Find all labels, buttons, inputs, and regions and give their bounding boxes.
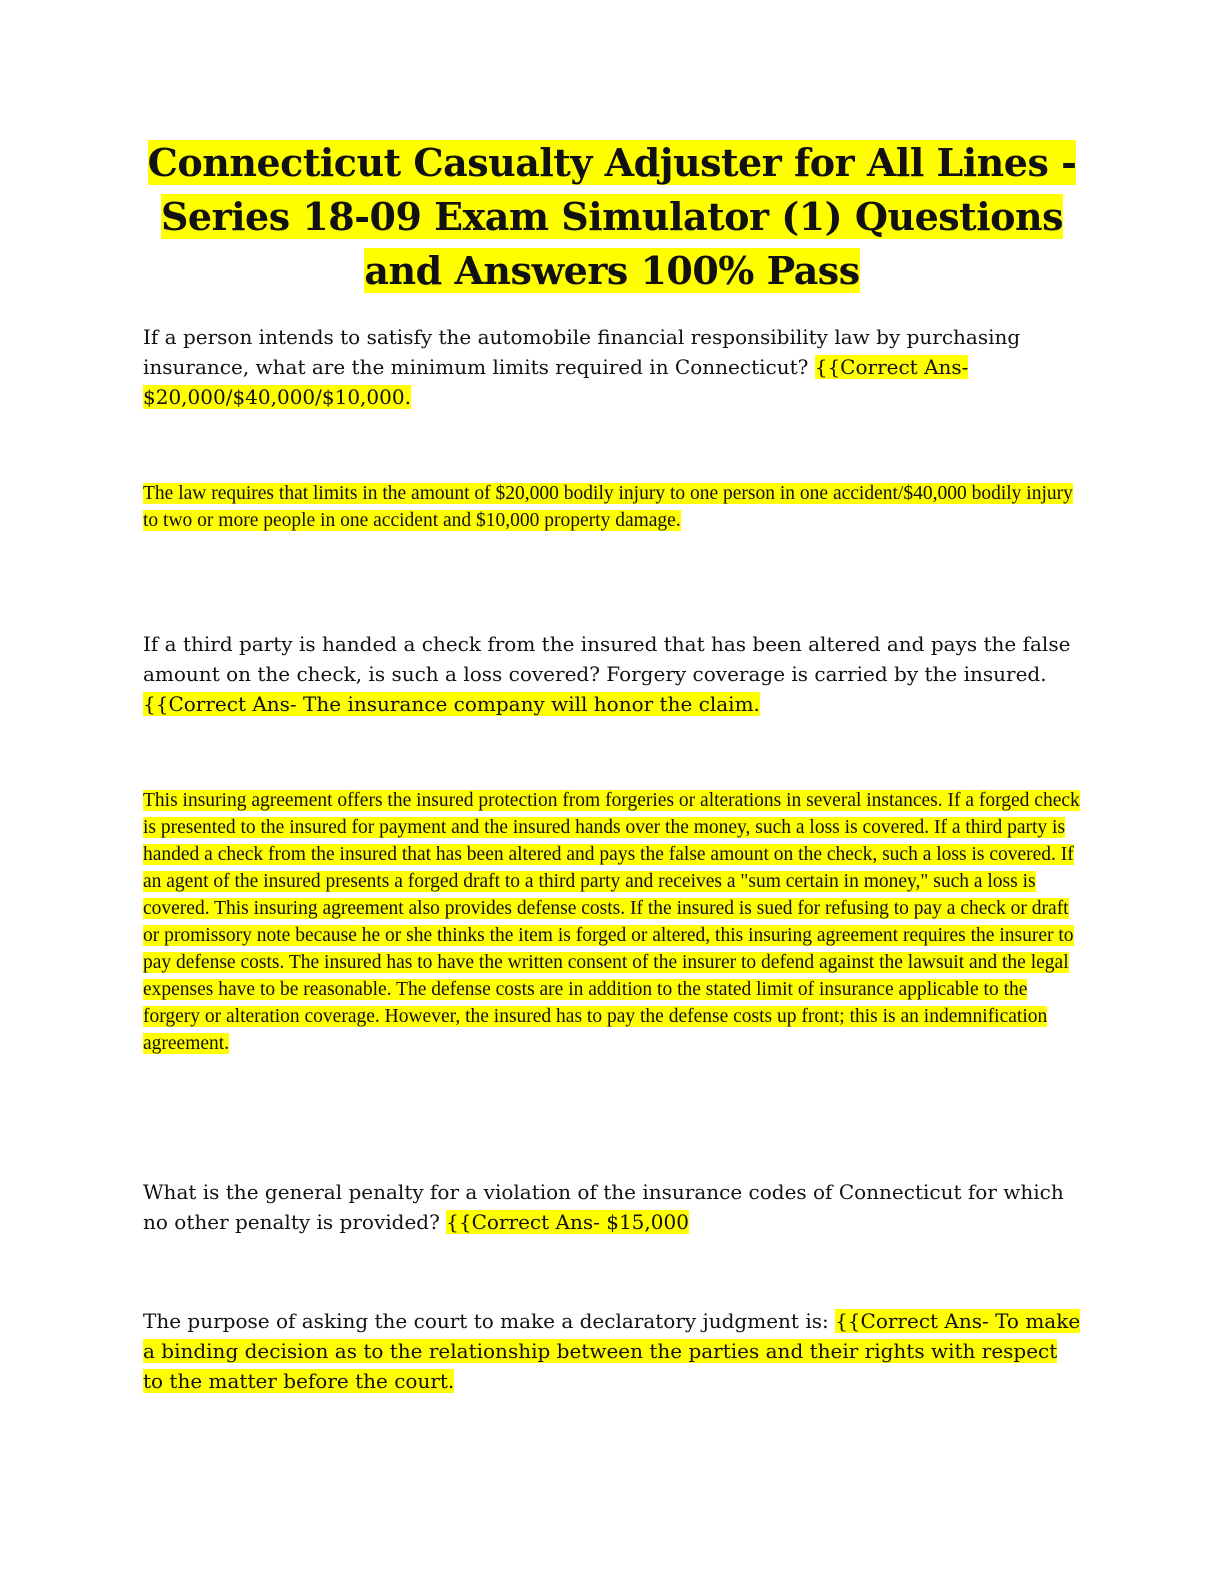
question-3-text: What is the general penalty for a violation of the insurance codes of Connecticut for which no other penalty is provided?	[143, 1180, 1064, 1234]
explanation-2-text: This insuring agreement offers the insured protection from forgeries or alterations in several instances. If a forged check is presented to the insured for payment and the insured hands over the money, such a loss is covered. If a third party is handed a check from the insured that has been altered and pays the false amount on the check, such a loss is covered. If an agent of the insured presents a forged draft to a third party and receives a "sum certain in money," such a loss is covered. This insuring agreement also provides defense costs. If the insured is sued for refusing to pay a check or draft or promissory note because he or she thinks the item is forged or altered, this insuring agreement requires the insurer to pay defense costs. The insured has to have the written consent of the insurer to defend against the lawsuit and the legal expenses have to be reasonable. The defense costs are in addition to the stated limit of insurance applicable to the forgery or alteration coverage. However, the insured has to pay the defense costs up front; this is an indemnification agreement.	[143, 790, 1080, 1054]
question-4-answer: {{Correct Ans- To make a binding decision as to the relationship between the parties and their rights with respect to the matter before the court.	[143, 1309, 1081, 1393]
question-4	[143, 1306, 1083, 1396]
explanation-2	[143, 787, 1083, 1057]
question-4-text: The purpose of asking the court to make a declaratory judgment is:	[143, 1309, 836, 1333]
explanation-1-text: The law requires that limits in the amount of $20,000 bodily injury to one person in one accident/$40,000 bodily injury to two or more people in one accident and $10,000 property damage.	[143, 483, 1073, 531]
question-2-answer: {{Correct Ans- The insurance company will honor the claim.	[143, 692, 760, 716]
question-1-text: If a person intends to satisfy the automobile financial responsibility law by purchasing insurance, what are the minimum limits required in Connecticut?	[143, 325, 1021, 379]
question-3-answer: {{Correct Ans- $15,000	[446, 1210, 689, 1234]
question-3	[143, 1177, 1083, 1237]
question-2-text: If a third party is handed a check from the insured that has been altered and pays the false amount on the check, is such a loss covered? Forgery coverage is carried by the insured.	[143, 632, 1071, 686]
question-1-answer: {{Correct Ans- $20,000/$40,000/$10,000.	[143, 355, 969, 409]
question-2	[143, 629, 1083, 719]
document-title	[130, 136, 1094, 298]
explanation-1	[143, 480, 1083, 534]
question-1	[143, 322, 1083, 412]
document-title-text: Connecticut Casualty Adjuster for All Lines - Series 18-09 Exam Simulator (1) Questions and Answers 100% Pass	[147, 140, 1077, 293]
